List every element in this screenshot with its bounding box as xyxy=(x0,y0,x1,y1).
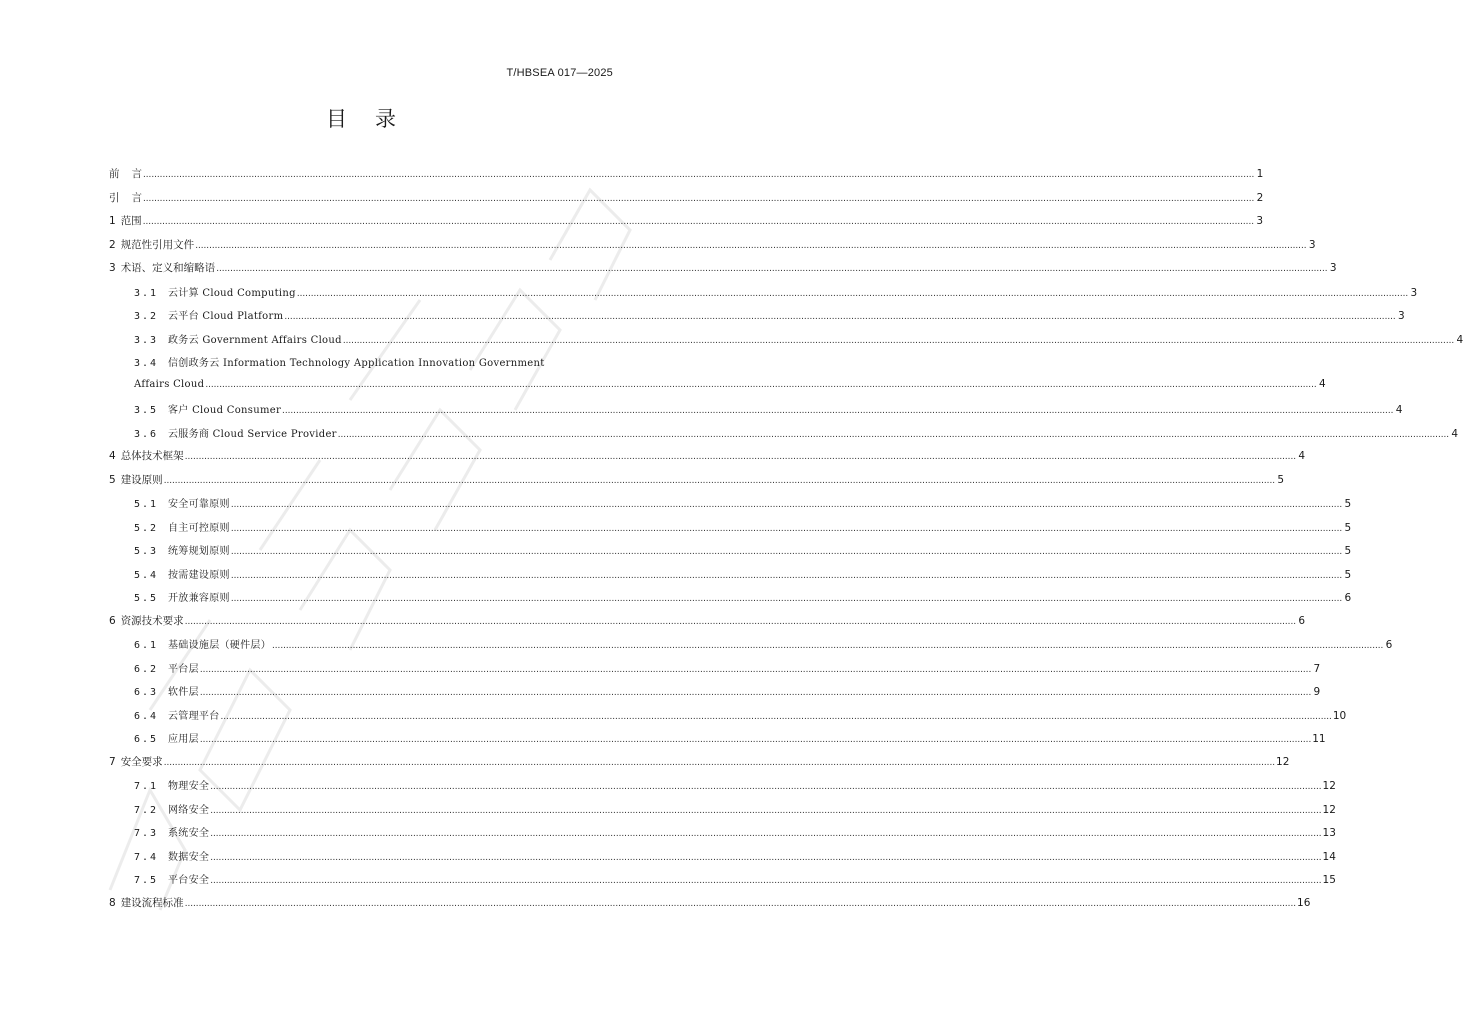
toc-entry-number: 2 xyxy=(109,238,116,251)
toc-dot-leader: ................................................................................................................................................................................................................................................................................................................................................................................................................ xyxy=(230,569,1343,581)
toc-entry-label: 软件层 xyxy=(168,687,199,698)
toc-entry-label: 言 xyxy=(131,168,142,180)
toc-entry-number: 5.2 xyxy=(134,522,159,534)
toc-entry-number: 7.1 xyxy=(134,781,159,792)
toc-entry-number: 3.5 xyxy=(134,405,159,416)
toc-entry-number: 6.5 xyxy=(134,734,159,745)
toc-entry-number: 前 xyxy=(109,168,132,180)
toc-entry[interactable] xyxy=(109,237,1316,261)
toc-entry[interactable] xyxy=(109,730,1326,754)
toc-dot-leader: ................................................................................................................................................................................................................................................................................................................................................................................................................ xyxy=(184,897,1297,909)
toc-page-number: 4 xyxy=(1318,377,1326,390)
toc-entry-number: 6 xyxy=(109,614,116,627)
toc-entry-label: 信创政务云 Information Technology Application Innovation Government xyxy=(168,358,545,369)
toc-dot-leader: ................................................................................................................................................................................................................................................................................................................................................................................................................ xyxy=(296,287,1409,299)
toc-entry-label: 网络安全 xyxy=(168,804,210,816)
toc-entry-number: 5.3 xyxy=(134,546,159,557)
toc-entry-number: 6.1 xyxy=(134,640,159,651)
toc-entry[interactable] xyxy=(109,636,1393,660)
toc-entry-label: 安全可靠原则 xyxy=(168,499,230,510)
toc-entry-label: 言 xyxy=(131,191,142,204)
toc-entry[interactable] xyxy=(109,801,1336,825)
page-title xyxy=(0,103,724,133)
toc-entry-label: 按需建设原则 xyxy=(168,569,230,581)
toc-entry-number: 引 xyxy=(109,191,132,204)
toc-entry-number: 3.2 xyxy=(134,311,159,322)
toc-dot-leader: ................................................................................................................................................................................................................................................................................................................................................................................................................ xyxy=(210,828,1322,839)
toc-entry[interactable] xyxy=(109,660,1321,684)
toc-entry-number: 7.3 xyxy=(134,828,159,839)
toc-entry-number: 8 xyxy=(109,896,116,909)
toc-entry-label: 数据安全 xyxy=(168,851,210,863)
toc-entry-number: 7.4 xyxy=(134,851,159,863)
toc-entry-number: 6.3 xyxy=(134,687,159,698)
toc-entry-label: 客户 Cloud Consumer xyxy=(168,405,282,416)
toc-dot-leader: ................................................................................................................................................................................................................................................................................................................................................................................................................ xyxy=(199,734,1312,745)
toc-page-number: 4 xyxy=(1451,427,1459,440)
toc-page-number: 9 xyxy=(1313,686,1321,698)
toc-entry-label: 建设原则 xyxy=(120,473,163,486)
toc-dot-leader: ................................................................................................................................................................................................................................................................................................................................................................................................................ xyxy=(205,378,1317,390)
toc-entry-number: 5.5 xyxy=(134,593,159,604)
toc-entry-label: 云管理平台 xyxy=(168,710,220,722)
toc-page-number: 5 xyxy=(1344,545,1352,557)
toc-page-number: 12 xyxy=(1322,780,1336,792)
toc-entry-number: 6.4 xyxy=(134,710,159,722)
toc-entry-label: 政务云 Government Affairs Cloud xyxy=(168,334,342,346)
toc-page-number: 4 xyxy=(1395,404,1403,416)
toc-entry-label: 平台安全 xyxy=(168,875,210,886)
toc-entry-number: 7.2 xyxy=(134,804,159,816)
toc-entry-number: 5.4 xyxy=(134,569,159,581)
toc-entry[interactable] xyxy=(109,284,1418,308)
title-char-1: 目 xyxy=(326,107,349,131)
toc-entry[interactable] xyxy=(109,472,1285,496)
toc-entry-label: 物理安全 xyxy=(168,781,210,792)
toc-page-number: 6 xyxy=(1385,639,1393,651)
toc-entry-number: 3.3 xyxy=(134,334,159,346)
toc-entry[interactable] xyxy=(109,777,1336,801)
toc-entry-label: 安全要求 xyxy=(120,755,163,768)
toc-entry-label: 规范性引用文件 xyxy=(120,238,195,251)
toc-entry-label: 云服务商 Cloud Service Provider xyxy=(168,428,337,440)
toc-page-number: 5 xyxy=(1277,473,1285,486)
toc-entry-label: 平台层 xyxy=(168,663,199,675)
toc-entry-number: 3.4 xyxy=(134,358,159,369)
toc-dot-leader: ................................................................................................................................................................................................................................................................................................................................................................................................................ xyxy=(163,474,1276,486)
toc-page-number: 15 xyxy=(1322,874,1336,886)
toc-entry-label: 基础设施层（硬件层） xyxy=(168,640,271,651)
toc-page-number: 16 xyxy=(1297,896,1311,909)
toc-entry[interactable] xyxy=(109,895,1311,919)
toc-dot-leader: ................................................................................................................................................................................................................................................................................................................................................................................................................ xyxy=(184,615,1297,627)
toc-dot-leader: ................................................................................................................................................................................................................................................................................................................................................................................................................ xyxy=(337,428,1450,440)
toc-entry-number: 5.1 xyxy=(134,499,159,510)
toc-entry-number: 3.1 xyxy=(134,287,159,299)
toc-entry-label: 术语、定义和缩略语 xyxy=(120,262,216,274)
toc-entry[interactable] xyxy=(109,871,1336,895)
toc-entry[interactable] xyxy=(109,331,1463,355)
toc-entry[interactable] xyxy=(109,519,1352,543)
toc-entry[interactable] xyxy=(109,354,614,378)
toc-entry-label: 自主可控原则 xyxy=(168,522,230,534)
toc-page-number: 6 xyxy=(1298,614,1306,627)
toc-page-number: 2 xyxy=(1256,191,1264,204)
toc-page-number: 3 xyxy=(1329,262,1337,274)
toc-page-number: 3 xyxy=(1410,286,1418,299)
toc-dot-leader: ................................................................................................................................................................................................................................................................................................................................................................................................................ xyxy=(142,216,1255,227)
toc-entry[interactable] xyxy=(109,213,1264,237)
toc-dot-leader: ................................................................................................................................................................................................................................................................................................................................................................................................................ xyxy=(230,546,1343,557)
toc-entry[interactable] xyxy=(109,683,1321,707)
toc-entry[interactable] xyxy=(109,377,1326,402)
toc-dot-leader: ................................................................................................................................................................................................................................................................................................................................................................................................................ xyxy=(199,663,1312,675)
toc-entry-label: 统筹规划原则 xyxy=(168,546,230,557)
toc-entry[interactable] xyxy=(109,589,1352,613)
toc-dot-leader: ................................................................................................................................................................................................................................................................................................................................................................................................................ xyxy=(210,781,1322,792)
toc-entry[interactable] xyxy=(109,495,1352,519)
toc-entry-number: 3 xyxy=(109,262,116,274)
toc-dot-leader: ................................................................................................................................................................................................................................................................................................................................................................................................................ xyxy=(272,640,1384,651)
toc-entry[interactable] xyxy=(109,613,1306,637)
toc-entry[interactable] xyxy=(109,848,1336,872)
toc-dot-leader: ................................................................................................................................................................................................................................................................................................................................................................................................................ xyxy=(210,875,1322,886)
toc-entry-number: 7 xyxy=(109,755,116,768)
toc-entry[interactable] xyxy=(109,190,1264,214)
toc-entry-label: Affairs Cloud xyxy=(134,378,205,390)
toc-entry[interactable] xyxy=(109,754,1290,778)
toc-page-number: 6 xyxy=(1344,592,1352,604)
toc-page-number: 4 xyxy=(1298,450,1306,462)
toc-entry[interactable] xyxy=(109,566,1352,590)
toc-dot-leader: ................................................................................................................................................................................................................................................................................................................................................................................................................ xyxy=(210,851,1322,863)
toc-entry[interactable] xyxy=(109,307,1405,331)
toc-page-number: 7 xyxy=(1313,662,1321,675)
toc-dot-leader: ................................................................................................................................................................................................................................................................................................................................................................................................................ xyxy=(199,687,1312,698)
toc-entry-label: 资源技术要求 xyxy=(120,614,184,627)
toc-dot-leader: ................................................................................................................................................................................................................................................................................................................................................................................................................ xyxy=(220,710,1332,722)
toc-entry-label: 开放兼容原则 xyxy=(168,593,230,604)
toc-entry-number: 1 xyxy=(109,215,116,227)
toc-entry-number: 5 xyxy=(109,473,116,486)
toc-dot-leader: ................................................................................................................................................................................................................................................................................................................................................................................................................ xyxy=(230,593,1343,604)
toc-entry[interactable] xyxy=(109,401,1403,425)
toc-dot-leader: ................................................................................................................................................................................................................................................................................................................................................................................................................ xyxy=(184,451,1297,462)
toc-page-number: 11 xyxy=(1312,733,1326,745)
toc-dot-leader: ................................................................................................................................................................................................................................................................................................................................................................................................................ xyxy=(143,169,1255,180)
toc-entry[interactable] xyxy=(109,542,1352,566)
toc-entry-label: 云计算 Cloud Computing xyxy=(168,287,296,299)
toc-entry-number: 4 xyxy=(109,450,116,462)
toc-dot-leader: ................................................................................................................................................................................................................................................................................................................................................................................................................ xyxy=(195,239,1307,251)
toc-entry[interactable] xyxy=(109,448,1306,472)
title-char-2: 录 xyxy=(375,107,398,131)
table-of-contents xyxy=(109,166,1463,918)
toc-dot-leader: ................................................................................................................................................................................................................................................................................................................................................................................................................ xyxy=(210,804,1322,816)
toc-entry-label: 总体技术框架 xyxy=(120,450,184,462)
toc-page-number: 5 xyxy=(1344,498,1352,510)
toc-page-number: 14 xyxy=(1322,850,1336,863)
toc-entry[interactable] xyxy=(109,707,1347,731)
toc-dot-leader: ................................................................................................................................................................................................................................................................................................................................................................................................................ xyxy=(216,263,1328,274)
toc-entry[interactable] xyxy=(109,166,1264,190)
toc-page-number: 3 xyxy=(1398,310,1405,322)
toc-entry-number: 7.5 xyxy=(134,875,159,886)
toc-dot-leader: ................................................................................................................................................................................................................................................................................................................................................................................................................ xyxy=(230,522,1343,534)
toc-dot-leader: ................................................................................................................................................................................................................................................................................................................................................................................................................ xyxy=(342,334,1455,346)
toc-entry-label: 建设流程标准 xyxy=(120,896,184,909)
toc-page-number: 5 xyxy=(1344,568,1352,581)
toc-entry-number: 3.6 xyxy=(134,428,159,440)
toc-entry-number: 6.2 xyxy=(134,663,159,675)
document-code: T/HBSEA 017—2025 xyxy=(506,67,613,79)
toc-entry-label: 云平台 Cloud Platform xyxy=(168,311,284,322)
toc-dot-leader: ................................................................................................................................................................................................................................................................................................................................................................................................................ xyxy=(282,405,1394,416)
toc-page-number: 1 xyxy=(1256,168,1264,180)
toc-page-number: 4 xyxy=(1456,333,1463,346)
toc-page-number: 3 xyxy=(1308,238,1316,251)
toc-page-number: 5 xyxy=(1344,521,1352,534)
toc-entry-label: 系统安全 xyxy=(168,828,210,839)
toc-dot-leader: ................................................................................................................................................................................................................................................................................................................................................................................................................ xyxy=(163,756,1276,768)
toc-page-number: 13 xyxy=(1322,827,1336,839)
toc-dot-leader: ................................................................................................................................................................................................................................................................................................................................................................................................................ xyxy=(230,499,1343,510)
toc-entry-label: 范围 xyxy=(120,215,142,227)
toc-dot-leader: ................................................................................................................................................................................................................................................................................................................................................................................................................ xyxy=(143,192,1255,204)
toc-entry[interactable] xyxy=(109,824,1336,848)
toc-page-number: 3 xyxy=(1256,215,1264,227)
toc-page-number: 12 xyxy=(1276,755,1290,768)
toc-page-number: 10 xyxy=(1332,709,1347,722)
toc-entry[interactable] xyxy=(109,260,1337,284)
toc-entry-label: 应用层 xyxy=(168,734,199,745)
toc-dot-leader: ................................................................................................................................................................................................................................................................................................................................................................................................................ xyxy=(284,311,1396,322)
toc-page-number: 12 xyxy=(1322,803,1336,816)
toc-entry[interactable] xyxy=(109,425,1459,449)
